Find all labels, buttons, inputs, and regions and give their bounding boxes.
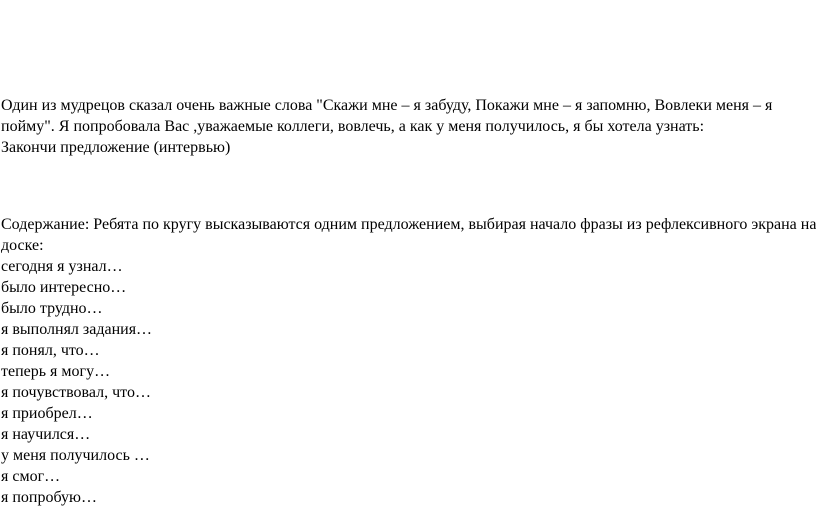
list-item: было трудно… [1, 300, 103, 317]
list-item: я попробую… [1, 489, 97, 506]
list-item: сегодня я узнал… [1, 258, 123, 275]
content-line-1: Содержание: Ребята по кругу высказываются одним предложением, выбирая начало фразы из рефлексивного экрана на [1, 216, 816, 233]
list-item: я смог… [1, 468, 61, 485]
list-item: у меня получилось … [1, 447, 150, 464]
list-item: я понял, что… [1, 342, 100, 359]
intro-paragraph [1, 95, 813, 158]
intro-line-1: Один из мудрецов сказал очень важные слова "Скажи мне – я забуду, Покажи мне – я запомню, Вовлеки меня – я [1, 97, 773, 114]
list-item: я приобрел… [1, 405, 93, 422]
list-item: я выполнял задания… [1, 321, 153, 338]
intro-line-3: Закончи предложение (интервью) [1, 139, 231, 156]
list-item: я научился… [1, 426, 91, 443]
content-paragraph [1, 214, 816, 508]
phrase-list [1, 256, 813, 508]
list-item: было интересно… [1, 279, 127, 296]
list-item: я почувствовал, что… [1, 384, 151, 401]
content-line-2: доске: [1, 237, 44, 254]
list-item: теперь я могу… [1, 363, 111, 380]
intro-line-2: пойму". Я попробовала Вас ,уважаемые коллеги, вовлечь, а как у меня получилось, я бы хотела узнать: [1, 118, 705, 135]
